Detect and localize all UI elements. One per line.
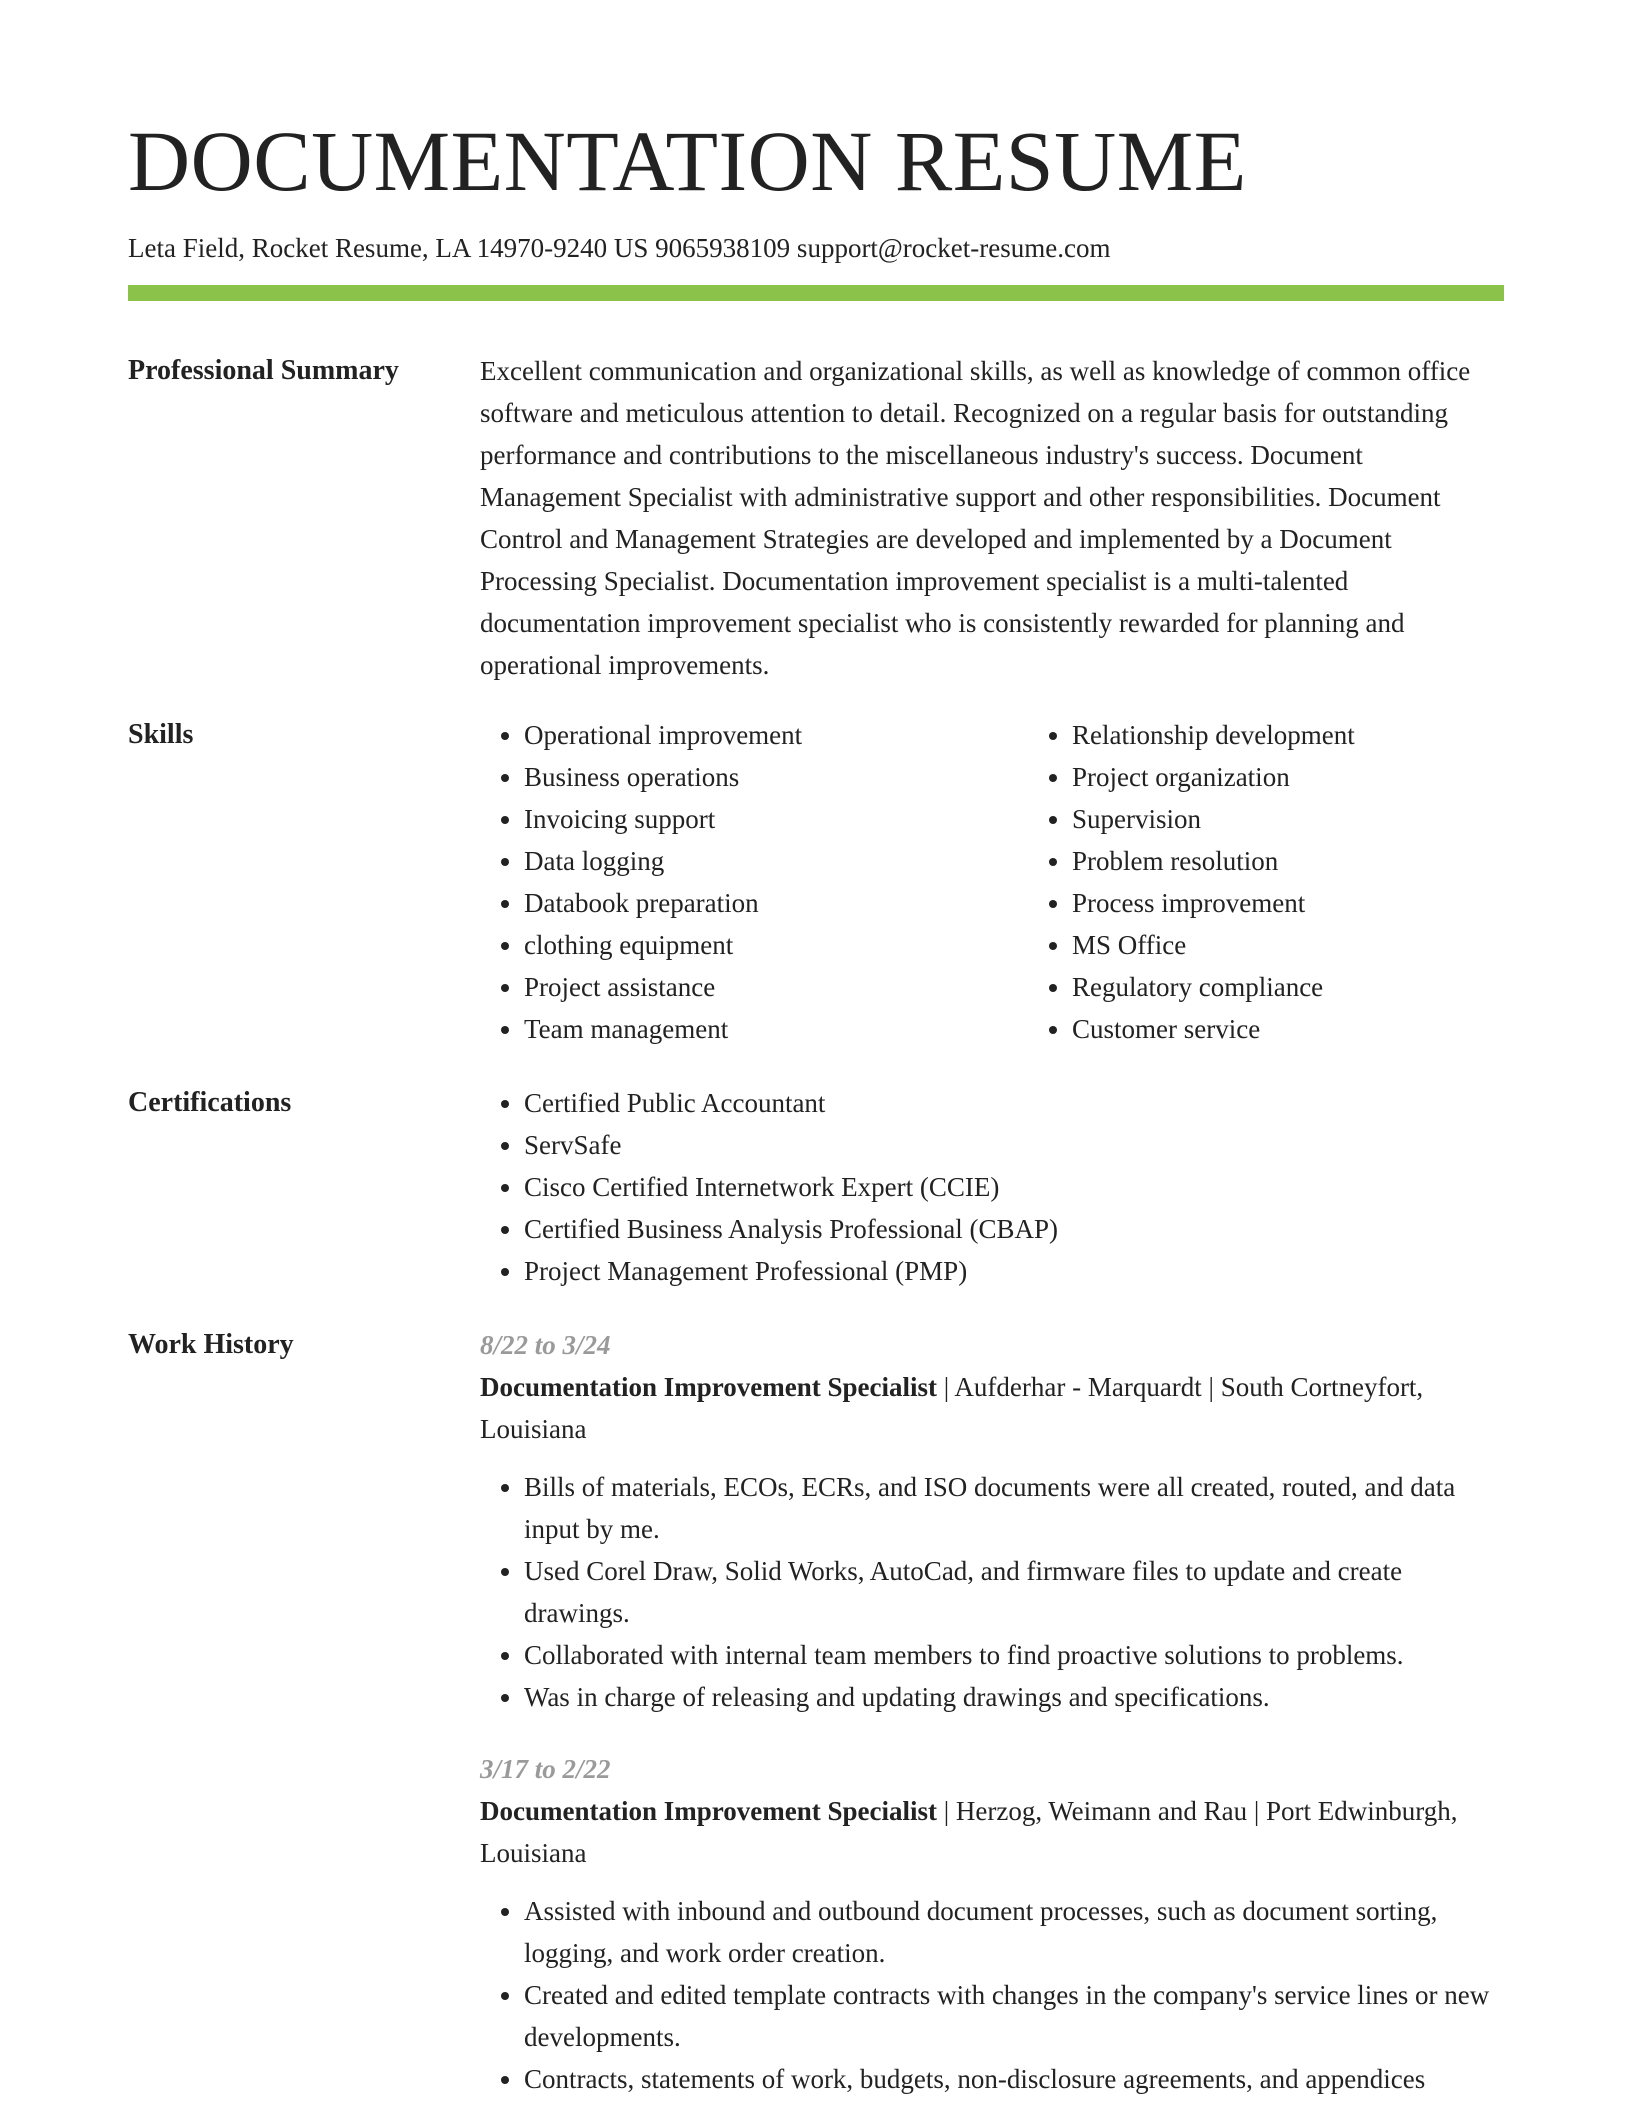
job-title: Documentation Improvement Specialist — [480, 1796, 937, 1826]
skill-item: • Customer service — [1072, 1008, 1504, 1050]
job-dates: 3/17 to 2/22 — [480, 1754, 611, 1784]
certification-item: • Project Management Professional (PMP) — [524, 1250, 1504, 1292]
job-bullets — [480, 1466, 1504, 1718]
contact-line: Leta Field, Rocket Resume, LA 14970-9240 US 9065938109 support@rocket-resume.com — [128, 233, 1111, 263]
job-bullets — [480, 1890, 1504, 2100]
certification-item: • Certified Public Accountant — [524, 1082, 1504, 1124]
job-bullet: • Bills of materials, ECOs, ECRs, and ISO documents were all created, routed, and data input by me. — [524, 1466, 1504, 1550]
skills-heading: Skills — [128, 719, 194, 750]
job-bullet: • Contracts, statements of work, budgets, non-disclosure agreements, and appendices — [524, 2058, 1504, 2100]
skill-item: • Process improvement — [1072, 882, 1504, 924]
skill-item: • Data logging — [524, 840, 1028, 882]
job-entry — [480, 1324, 1504, 1718]
skill-item: • Business operations — [524, 756, 1028, 798]
summary-text: Excellent communication and organizational skills, as well as knowledge of common office software and meticulous attention to detail. Recognized on a regular basis for outstanding performance and contributions to the miscellaneous industry's success. Document Management Specialist with administrative support and other responsibilities. Document Control and Management Strategies are developed and implemented by a Document Processing Specialist. Documentation improvement specialist is a multi-talented documentation improvement specialist who is consistently rewarded for planning and operational improvements. — [480, 356, 1471, 680]
certifications-list — [480, 1082, 1504, 1292]
accent-divider — [128, 285, 1504, 301]
job-bullet: • Collaborated with internal team members to find proactive solutions to problems. — [524, 1634, 1504, 1676]
job-bullet: • Was in charge of releasing and updating drawings and specifications. — [524, 1676, 1504, 1718]
skill-item: • Operational improvement — [524, 714, 1028, 756]
certifications-heading: Certifications — [128, 1087, 292, 1118]
job-bullet: • Created and edited template contracts with changes in the company's service lines or new developments. — [524, 1974, 1504, 2058]
certification-item: • Certified Business Analysis Professional (CBAP) — [524, 1208, 1504, 1250]
skill-item: • Databook preparation — [524, 882, 1028, 924]
job-entry — [480, 1748, 1504, 2100]
skill-item: • MS Office — [1072, 924, 1504, 966]
skill-item: • Problem resolution — [1072, 840, 1504, 882]
job-bullet: • Used Corel Draw, Solid Works, AutoCad, and firmware files to update and create drawings. — [524, 1550, 1504, 1634]
certification-item: • Cisco Certified Internetwork Expert (CCIE) — [524, 1166, 1504, 1208]
skill-item: • Supervision — [1072, 798, 1504, 840]
job-dates: 8/22 to 3/24 — [480, 1330, 611, 1360]
job-details: | Aufderhar - Marquardt | South Cortneyfort, Louisiana — [480, 1372, 1424, 1444]
skill-item: • Team management — [524, 1008, 1028, 1050]
skill-item: • clothing equipment — [524, 924, 1028, 966]
resume-title: DOCUMENTATION RESUME — [128, 113, 1247, 209]
job-bullet: • Assisted with inbound and outbound document processes, such as document sorting, logging, and work order creation. — [524, 1890, 1504, 1974]
skill-item: • Relationship development — [1072, 714, 1504, 756]
certification-item: • ServSafe — [524, 1124, 1504, 1166]
skill-item: • Invoicing support — [524, 798, 1028, 840]
skill-item: • Project assistance — [524, 966, 1028, 1008]
job-details: | Herzog, Weimann and Rau | Port Edwinburgh, Louisiana — [480, 1796, 1458, 1868]
skills-list-left — [480, 714, 1028, 1050]
job-heading — [480, 1366, 1504, 1450]
job-title: Documentation Improvement Specialist — [480, 1372, 937, 1402]
skills-list-right — [1028, 714, 1504, 1050]
summary-heading: Professional Summary — [128, 355, 399, 386]
work-history-heading: Work History — [128, 1329, 294, 1360]
skill-item: • Project organization — [1072, 756, 1504, 798]
skill-item: • Regulatory compliance — [1072, 966, 1504, 1008]
job-heading — [480, 1790, 1504, 1874]
